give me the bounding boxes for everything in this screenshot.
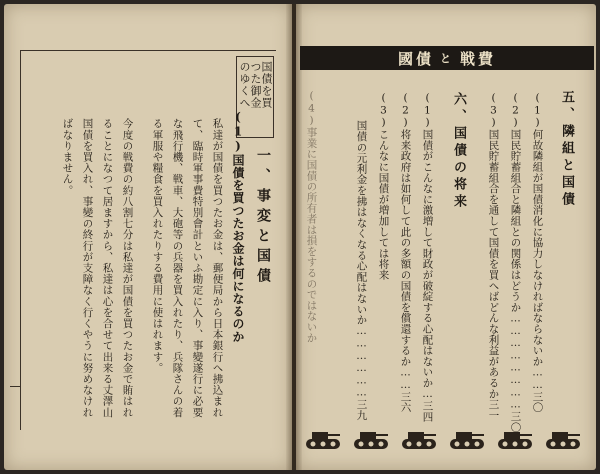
question-heading: (1)国債を買つたお金は何になるのか — [231, 110, 245, 343]
section-6-item-1: (1)国債がこんなに激増して財政が破綻する心配はないか…三四 — [421, 92, 434, 422]
frame-line-left — [20, 50, 21, 430]
section-6-item-2: (2)将来政府は如何して此の多額の国債を償還するか……三六 — [399, 92, 412, 413]
cut-off-column: (4)事業に国債の所有者は損をするのではないか — [305, 90, 318, 343]
section-6-item-4: 国債の元利金を拂はなくなる心配はないか………………三九 — [355, 120, 368, 421]
tank-icon — [304, 430, 344, 452]
body-line-6: ることになつて居ますから、私達は心を合せて出来る丈澤山 — [101, 118, 114, 418]
section-5-item-3: (3)国民貯蓄組合を通して国債を買へばどんな利益があるか三一 — [487, 92, 500, 421]
tank-icon — [352, 430, 392, 452]
section-5-item-2: (2)国民貯蓄組合と隣組との関係はどうか……………………三〇 — [509, 92, 522, 433]
tank-icon — [544, 430, 584, 452]
body-line-7: 国債を買入れ、事變の終行が支障なく行くやうに努めなけれ — [81, 118, 94, 418]
right-page — [296, 4, 596, 470]
body-line-1: 私達が国債を買つたお金は、郵便局から日本銀行へ拂込まれ — [211, 118, 224, 418]
body-line-3: な飛行機、戦車、大砲等の兵器を買入れたり、兵隊さんの着 — [171, 118, 184, 418]
banner-title — [300, 46, 594, 70]
frame-line-top — [20, 50, 276, 51]
banner-and: と — [440, 52, 454, 65]
box-title-line-3: のゆくへ — [238, 61, 251, 109]
tank-border — [300, 430, 592, 452]
body-line-8: ばなりません。 — [61, 118, 74, 196]
section-6-item-3: (3)こんなに国債が増加しては将来 — [377, 92, 390, 281]
section-5-heading: 五、隣組と国債 — [559, 90, 574, 209]
body-line-4: る軍服や糧食を買入れたりする費用に使はれます。 — [151, 118, 164, 374]
margin-mark — [10, 386, 20, 387]
tank-icon — [400, 430, 440, 452]
section-6-heading: 六、国債の将来 — [451, 92, 466, 211]
book-gutter — [286, 4, 302, 470]
box-title-line-2: つた御金 — [249, 61, 262, 109]
section-5-item-1: (1)何故隣組が国債消化に協力しなければならないか……三〇 — [531, 92, 544, 413]
chapter-heading: 一、事変と国債 — [255, 148, 271, 288]
banner-right: 戦費 — [460, 49, 497, 68]
tank-icon — [448, 430, 488, 452]
box-title-line-1: 国債を買 — [260, 61, 273, 109]
body-line-5: 今度の戦費の約八割七分は私達が国債を買つたお金で賄はれ — [121, 118, 134, 418]
tank-icon — [496, 430, 536, 452]
body-line-2: て、臨時軍事費特別會計といふ勘定に入り、事變遂行に必要 — [191, 118, 204, 418]
banner-left: 國債 — [397, 49, 434, 68]
